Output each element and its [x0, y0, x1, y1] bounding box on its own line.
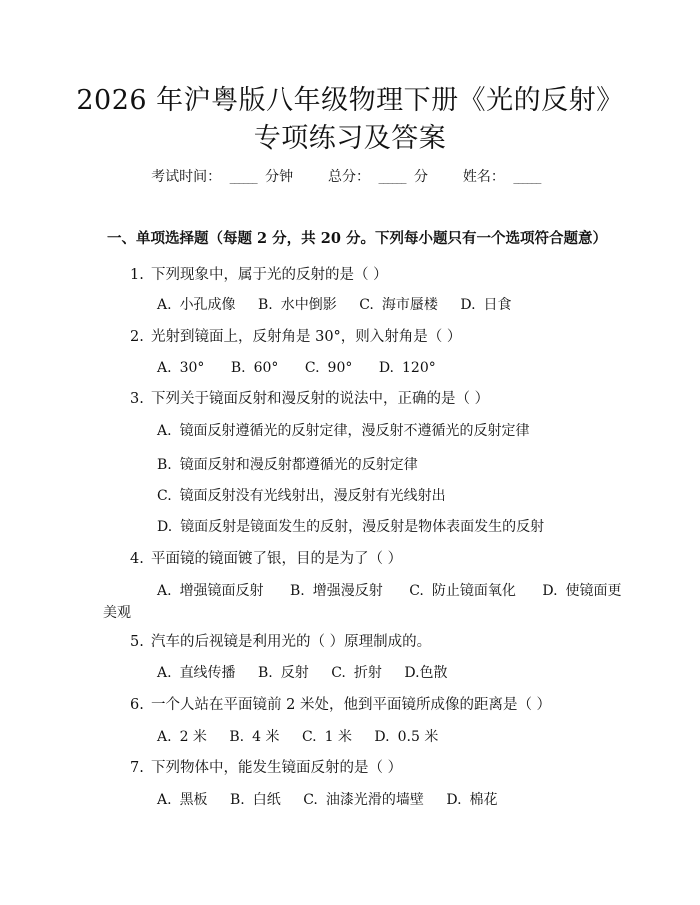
question-text: 下列物体中，能发生镜面反射的是（ ）: [151, 760, 403, 776]
question-5: [130, 632, 431, 652]
score-unit: 分: [414, 169, 428, 185]
option-a: A. 黑板: [157, 792, 208, 808]
question-text: 光射到镜面上，反射角是 30°，则入射角是（ ）: [151, 329, 462, 345]
question-text: 一个人站在平面镜前 2 米处，他到平面镜所成像的距离是（ ）: [151, 697, 552, 713]
page-title: 2026 年沪粤版八年级物理下册《光的反射》: [76, 85, 624, 116]
option-d: D. 日食: [460, 297, 512, 313]
question-2-options: [157, 358, 458, 378]
option-b: B. 水中倒影: [258, 297, 337, 313]
question-text: 下列关于镜面反射和漫反射的说法中，正确的是（ ）: [151, 391, 490, 407]
option-d: D.色散: [404, 665, 448, 681]
question-number: 3.: [130, 391, 144, 407]
option-d: D. 0.5 米: [374, 729, 439, 745]
option-c: C. 油漆光滑的墙壁: [303, 792, 424, 808]
option-a: A. 直线传播: [157, 665, 236, 681]
name-label: 姓名：: [462, 169, 505, 185]
option-a: A. 30°: [157, 360, 205, 376]
question-6: [130, 695, 551, 715]
question-number: 4.: [130, 551, 144, 567]
question-number: 2.: [130, 329, 144, 345]
option-b: B. 反射: [258, 665, 309, 681]
exam-info-line: [0, 167, 700, 188]
option-b: B. 白纸: [230, 792, 281, 808]
name-blank: ______: [513, 171, 541, 184]
score-blank: ______: [378, 171, 406, 184]
option-c: C. 1 米: [301, 729, 352, 745]
score-label: 总分：: [328, 169, 370, 185]
time-unit: 分钟: [265, 169, 294, 185]
question-text: 汽车的后视镜是利用光的（ ）原理制成的。: [151, 634, 432, 650]
question-number: 5.: [130, 634, 144, 650]
question-number: 7.: [130, 760, 144, 776]
option-a: A. 增强镜面反射: [157, 583, 264, 599]
question-1: [130, 265, 388, 285]
question-2: [130, 327, 461, 347]
time-label: 考试时间：: [151, 169, 222, 185]
question-4-options: [157, 581, 622, 601]
option-d: D. 镜面反射是镜面发生的反射，漫反射是物体表面发生的反射: [157, 519, 545, 535]
question-1-options: [157, 295, 530, 315]
option-b: B. 60°: [230, 360, 279, 376]
page-subtitle: 专项练习及答案: [253, 123, 447, 154]
question-text: 平面镜的镜面镀了银，目的是为了（ ）: [151, 551, 403, 567]
question-text: 下列现象中，属于光的反射的是（ ）: [151, 267, 388, 283]
option-b: B. 镜面反射和漫反射都遵循光的反射定律: [157, 457, 418, 473]
question-7: [130, 758, 402, 778]
question-number: 6.: [130, 697, 144, 713]
question-3: [130, 389, 489, 409]
option-c: C. 镜面反射没有光线射出，漫反射有光线射出: [157, 488, 446, 504]
question-6-options: [157, 727, 456, 747]
option-c: C. 折射: [331, 665, 382, 681]
option-d-wrap: 美观: [103, 605, 131, 621]
option-a: A. 小孔成像: [157, 297, 236, 313]
question-4: [130, 549, 402, 569]
option-c: C. 90°: [304, 360, 353, 376]
question-7-options: [157, 790, 516, 810]
option-d: D. 使镜面更: [542, 583, 622, 599]
option-b: B. 增强漫反射: [290, 583, 383, 599]
option-a: A. 镜面反射遵循光的反射定律，漫反射不遵循光的反射定律: [157, 423, 530, 439]
option-a: A. 2 米: [157, 729, 207, 745]
option-d: D. 120°: [378, 360, 436, 376]
option-c: C. 防止镜面氧化: [409, 583, 516, 599]
option-d: D. 棉花: [446, 792, 498, 808]
option-b: B. 4 米: [229, 729, 280, 745]
option-c: C. 海市蜃楼: [359, 297, 438, 313]
section-heading: 一、单项选择题（每题 2 分，共 20 分。下列每小题只有一个选项符合题意）: [107, 230, 607, 247]
time-blank: ______: [229, 171, 257, 184]
question-number: 1.: [130, 267, 144, 283]
question-5-options: [157, 663, 466, 683]
